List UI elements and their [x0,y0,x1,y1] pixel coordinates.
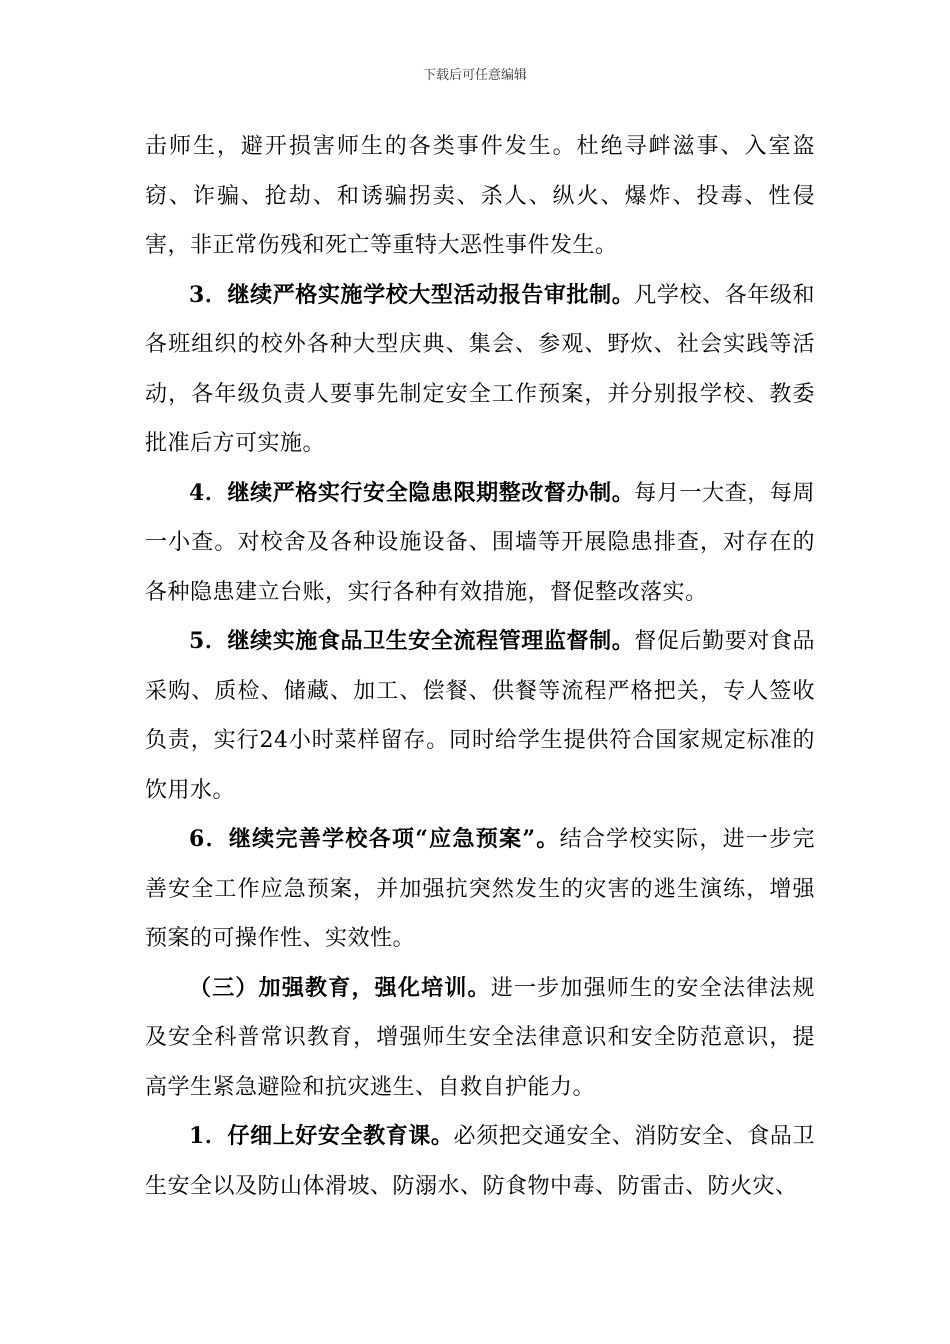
paragraph-continuation [145,122,815,271]
paragraph-heading: 5．继续实施食品卫生安全流程管理监督制。 [189,628,635,654]
paragraph-item-5 [145,617,815,815]
paragraph-text: 结合学校实际，进一步完善安全工作应急预案，并加强抗突然发生的灾害的逃生演练，增强预案的可操作性、实效性。 [145,827,815,951]
section-three [145,964,815,1113]
paragraph-text: 每月一大查，每周一小查。对校舍及各种设施设备、围墙等开展隐患排查，对存在的各种隐患建立台账，实行各种有效措施，督促整改落实。 [145,480,815,605]
paragraph-text: 必须把交通安全、消防安全、食品卫生安全以及防山体滑坡、防溺水、防食物中毒、防雷击、防火灾、 [145,1124,815,1199]
paragraph-heading: 1．仔细上好安全教育课。 [189,1123,454,1149]
paragraph-heading: 4．继续严格实行安全隐患限期整改督办制。 [189,479,635,506]
paragraph-text: 凡学校、各年级和各班组织的校外各种大型庆典、集会、参观、野炊、社会实践等活动，各年级负责人要事先制定安全工作预案，并分别报学校、教委批准后方可实施。 [145,282,815,456]
paragraph-text: 击师生，避开损害师生的各类事件发生。杜绝寻衅滋事、入室盗窃、诈骗、抢劫、和诱骗拐卖、杀人、纵火、爆炸、投毒、性侵害，非正常伤残和死亡等重特大恶性事件发生。 [145,134,815,258]
paragraph-item-6 [145,815,815,964]
section-heading: （三）加强教育，强化培训。 [189,974,491,1001]
page-header: 下载后可任意编辑 [422,68,527,83]
paragraph-item-3 [145,271,815,469]
paragraph-heading: 6．继续完善学校各项“应急预案”。 [189,826,560,852]
paragraph-item-1 [145,1112,815,1211]
paragraph-text: 进一步加强师生的安全法律法规及安全科普常识教育，增强师生安全法律意识和安全防范意识，提高学生紧急避险和抗灾逃生、自救自护能力。 [145,975,815,1100]
paragraph-text: 督促后勤要对食品采购、质检、储藏、加工、偿餐、供餐等流程严格把关，专人签收负责，实行24小时菜样留存。同时给学生提供符合国家规定标准的饮用水。 [145,629,815,803]
paragraph-heading: 3．继续严格实施学校大型活动报告审批制。 [189,281,635,308]
document-body [145,122,815,1211]
paragraph-item-4 [145,469,815,618]
